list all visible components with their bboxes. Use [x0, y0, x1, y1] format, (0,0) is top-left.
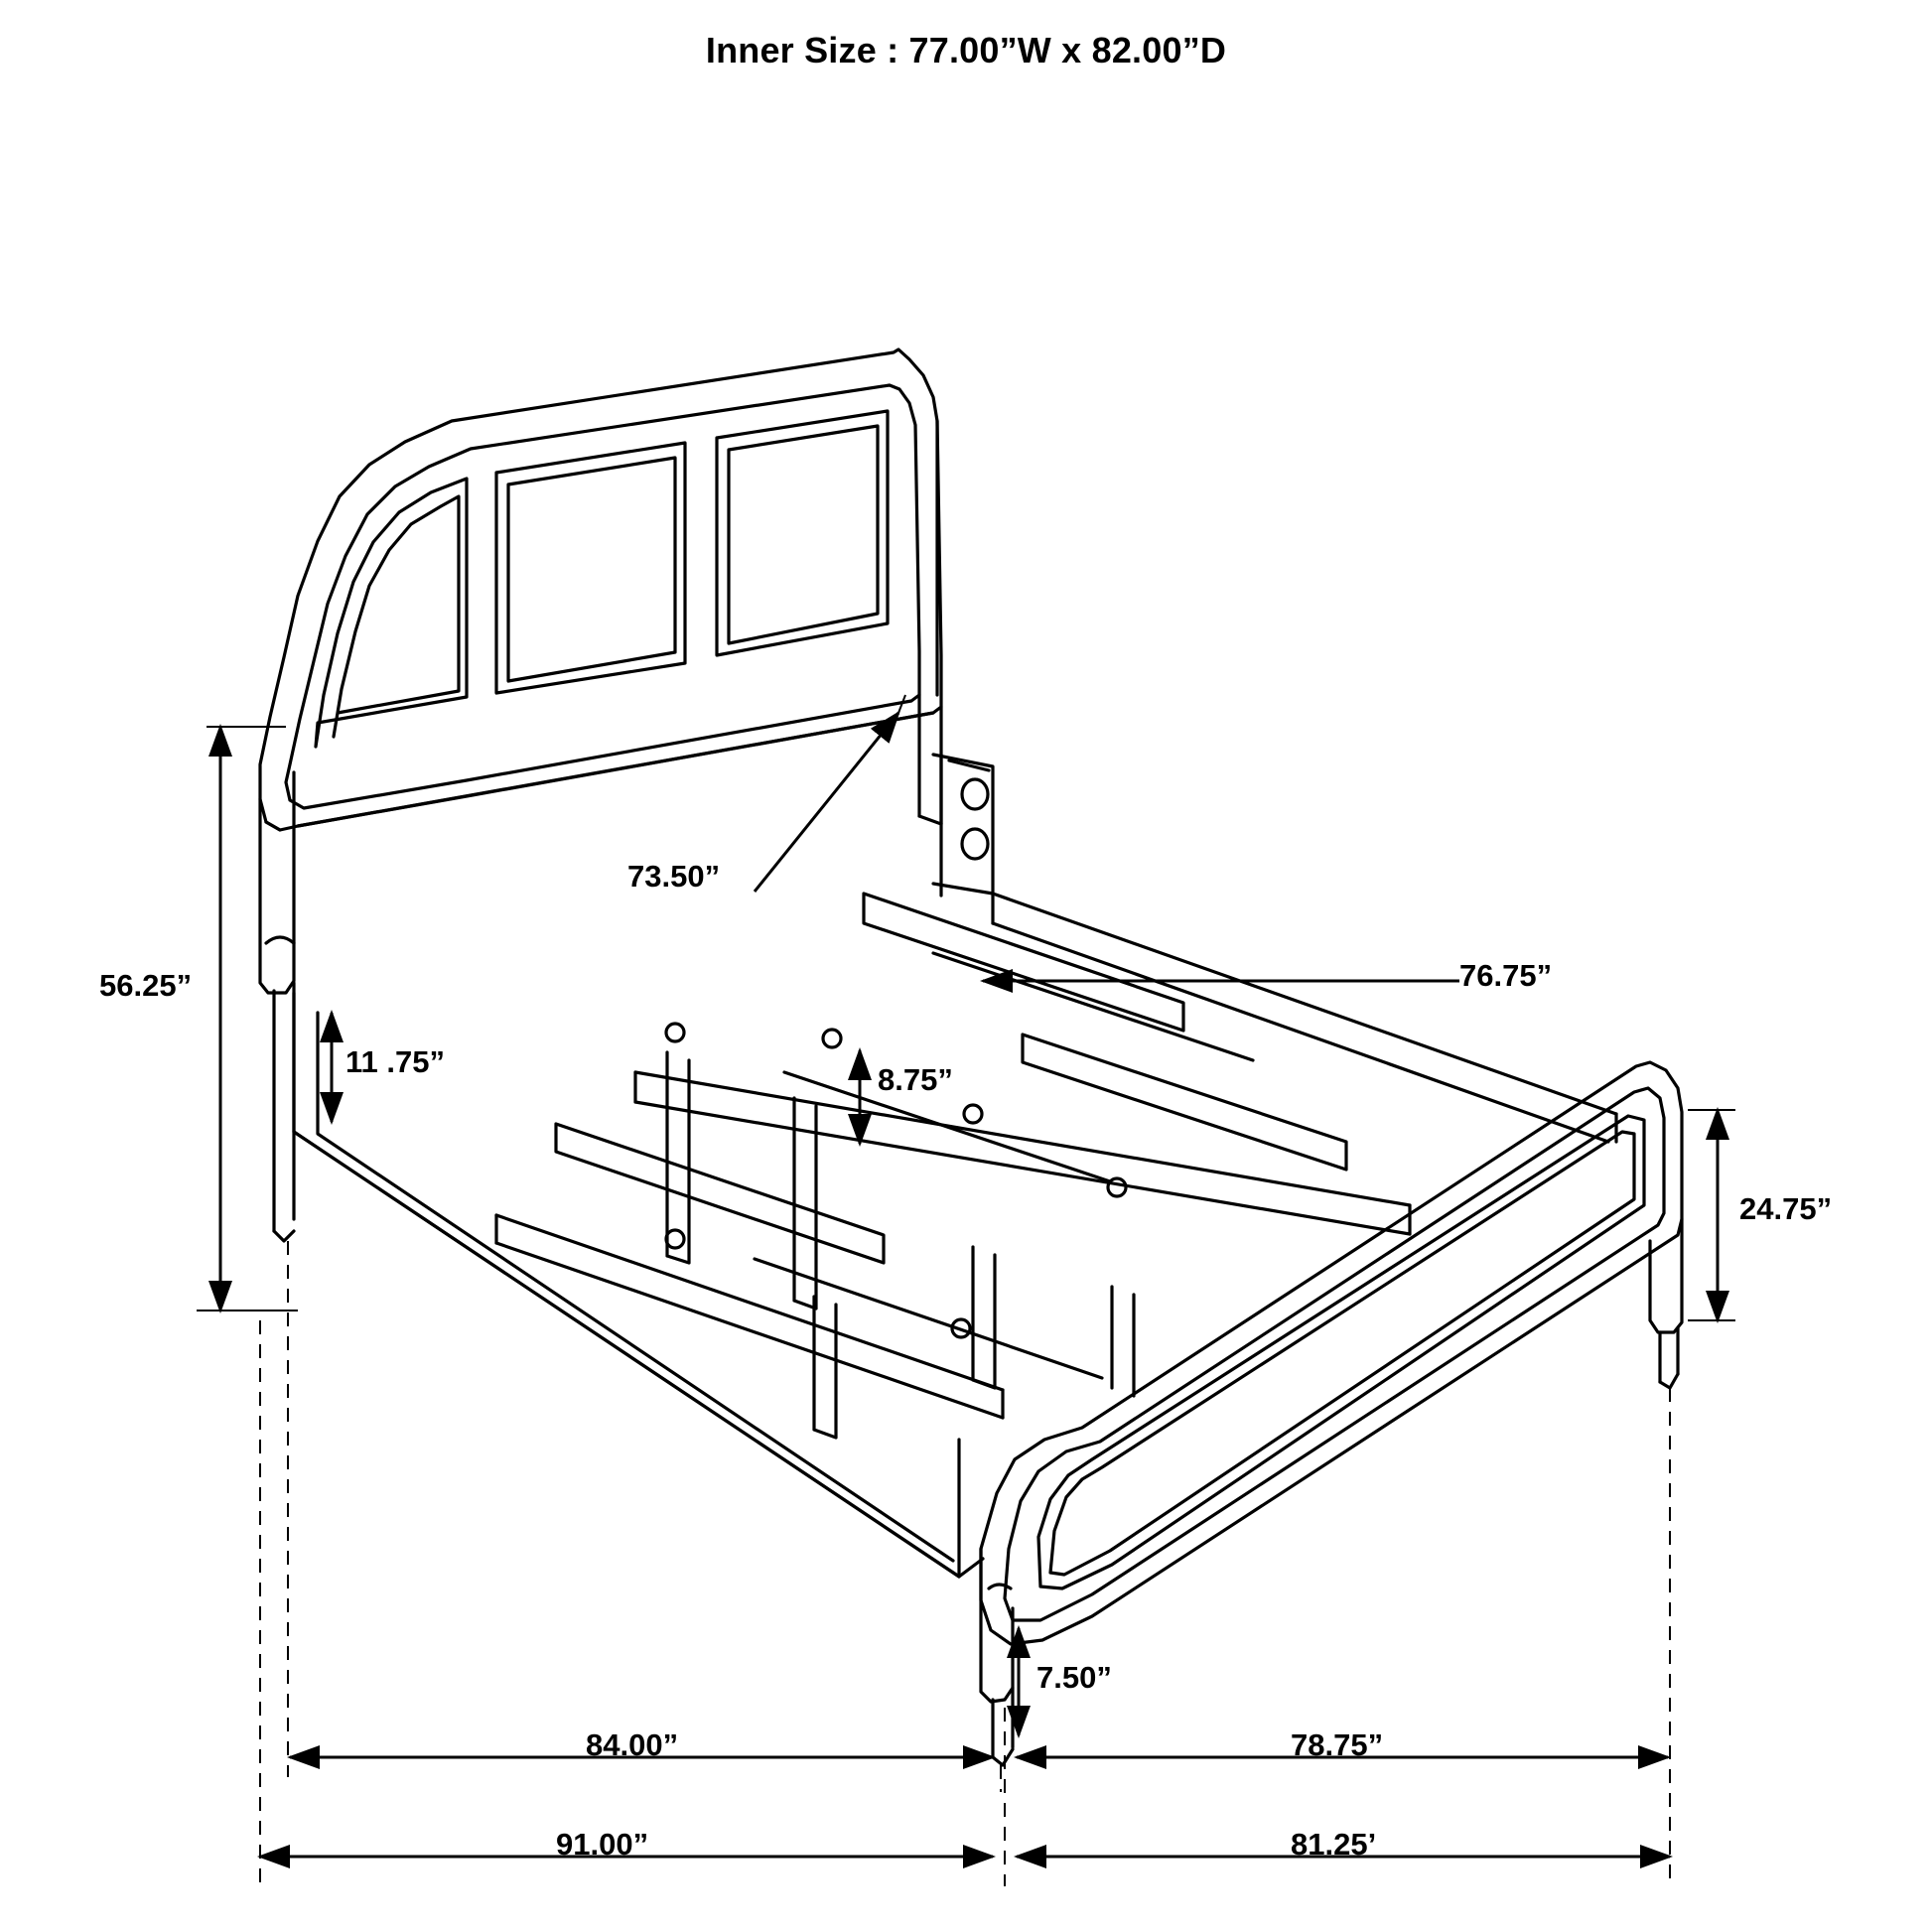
bed-geometry: [260, 349, 1682, 1765]
dim-label-footboard-depth: 78.75”: [1291, 1727, 1384, 1762]
page-title: Inner Size : 77.00”W x 82.00”D: [705, 30, 1227, 70]
dim-label-overall-width: 81.25’: [1291, 1827, 1377, 1862]
dim-label-footboard-leg-height: 7.50”: [1036, 1660, 1112, 1695]
dim-label-slat-clearance: 8.75”: [878, 1062, 953, 1097]
dim-label-overall-length: 91.00”: [556, 1827, 649, 1862]
dim-label-side-rail-length: 84.00”: [586, 1727, 679, 1762]
dim-label-headboard-panel-width: 73.50”: [627, 859, 721, 894]
dim-label-overall-height: 56.25”: [99, 968, 193, 1003]
dim-label-inner-rail-width: 76.75”: [1459, 958, 1553, 993]
dim-label-headboard-clearance: 11 .75”: [345, 1044, 445, 1079]
dimension-lines: [197, 695, 1735, 1886]
dim-label-footboard-height: 24.75”: [1739, 1191, 1833, 1226]
